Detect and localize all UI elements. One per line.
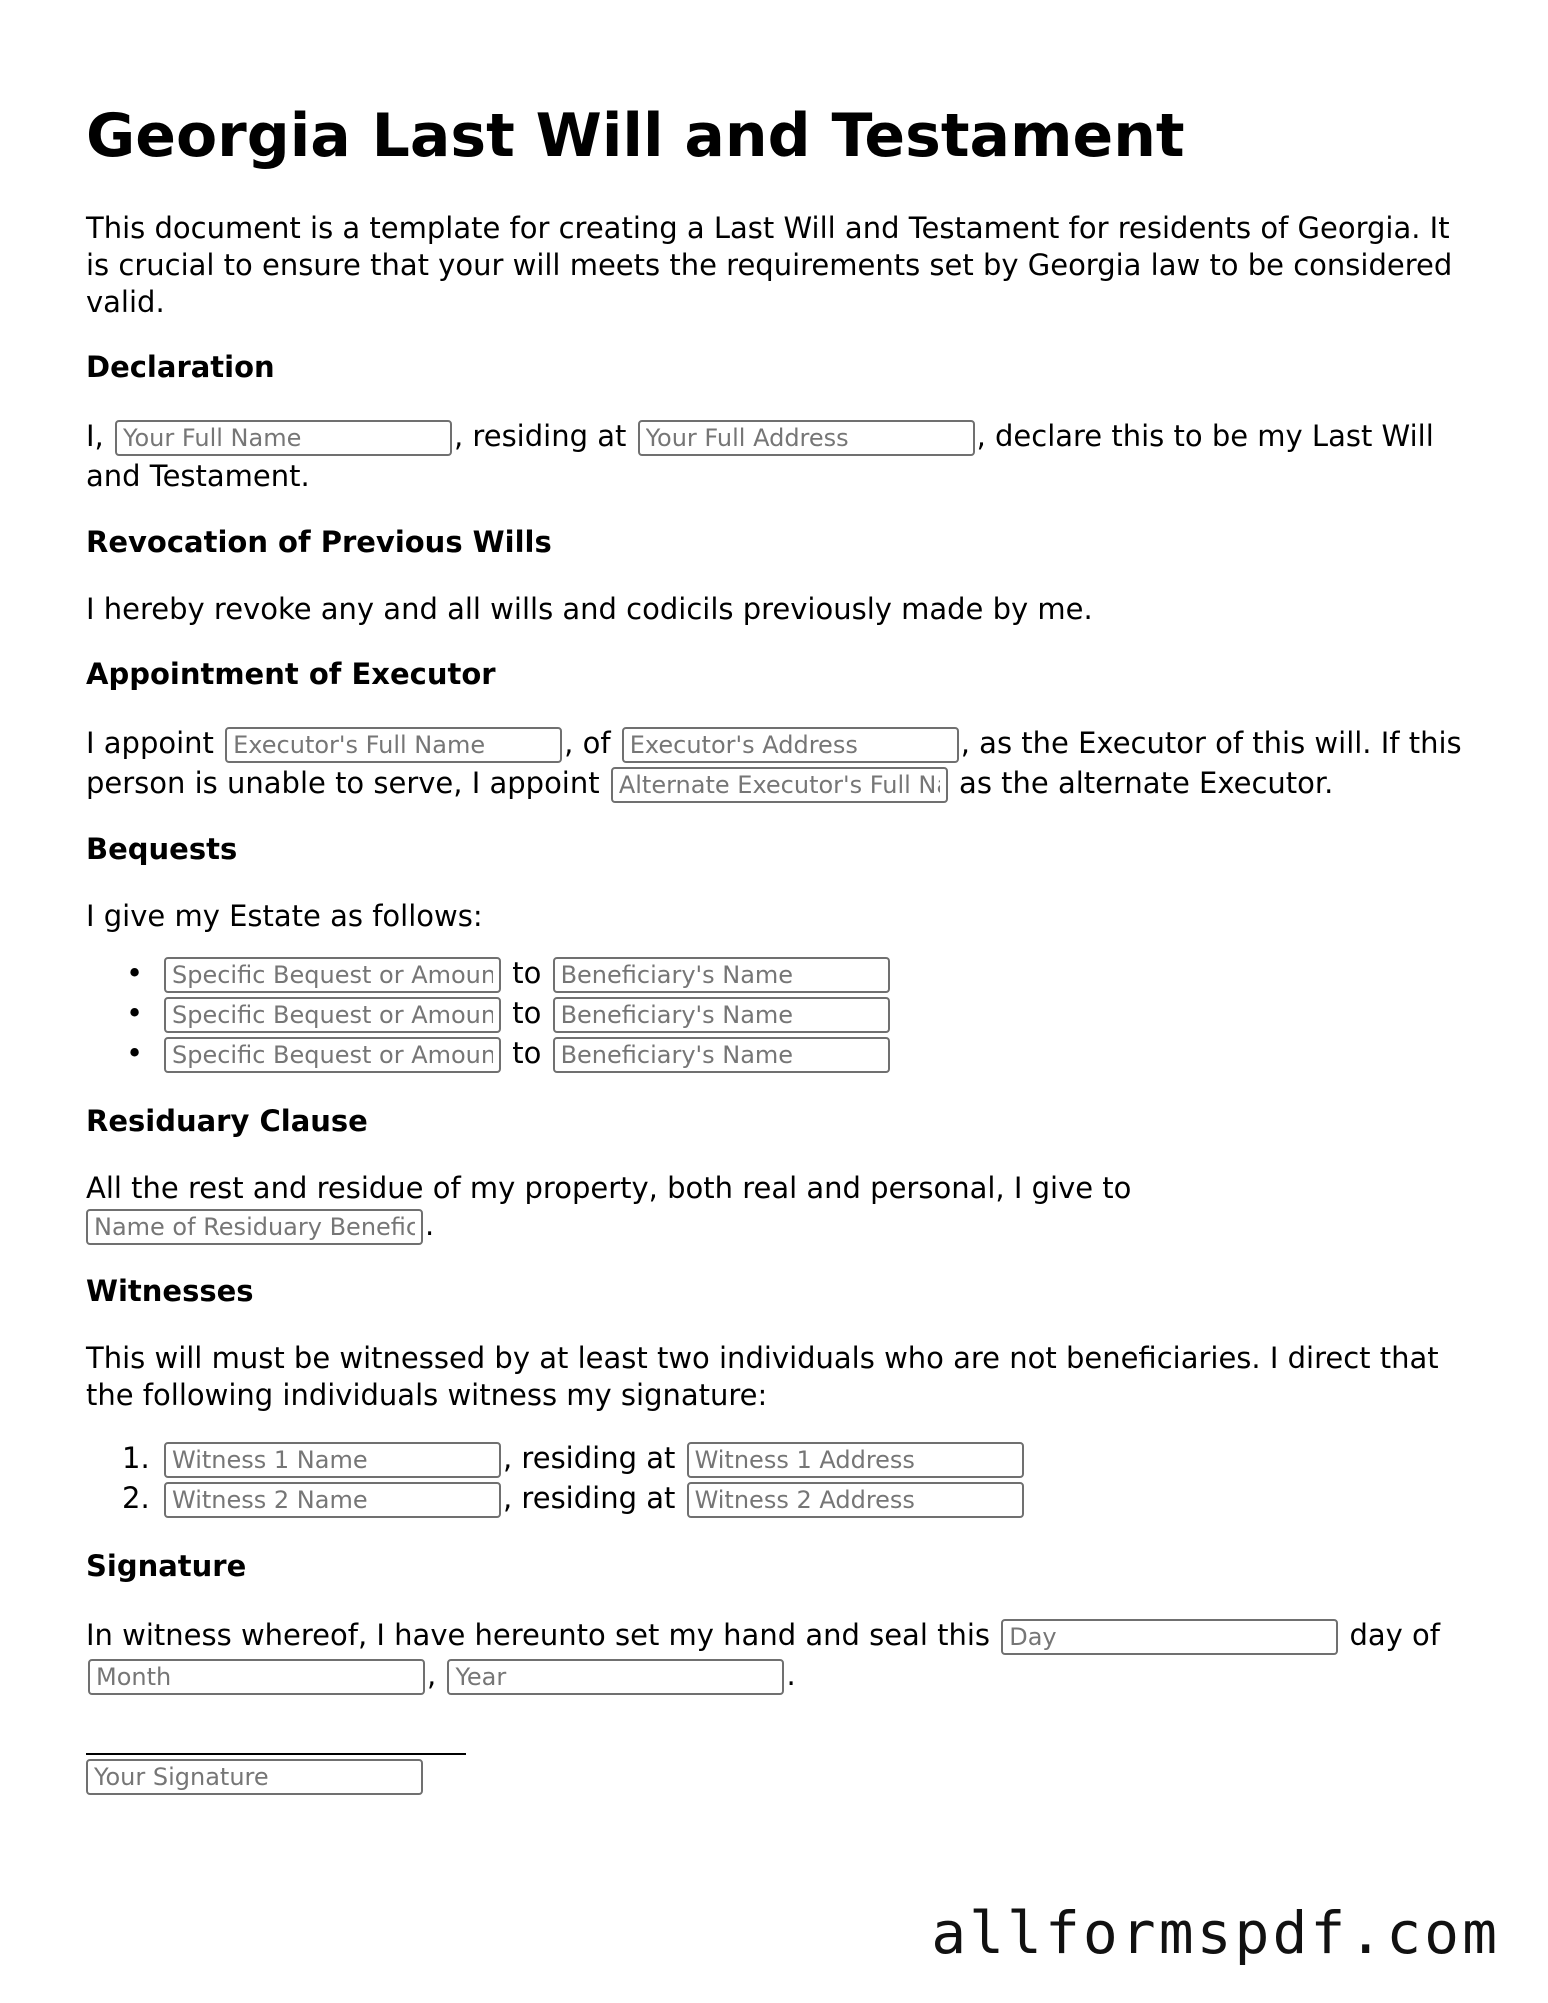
full-name-input[interactable] [115,420,452,456]
beneficiary-input[interactable] [553,997,890,1033]
signature-line [86,1753,466,1755]
witness-connector: , residing at [503,1481,685,1515]
bequest-input[interactable] [164,997,501,1033]
bequest-item [126,953,1466,993]
page-title: Georgia Last Will and Testament [86,101,1185,171]
executor-text-3: , as the Executor of this will. If this person is unable to serve, I appoint [86,726,1462,800]
witness-address-input[interactable] [687,1482,1024,1518]
signature-heading: Signature [86,1549,247,1583]
executor-heading: Appointment of Executor [86,657,496,691]
executor-text-4: as the alternate Executor. [949,766,1334,800]
witnesses-heading: Witnesses [86,1274,254,1308]
beneficiary-input[interactable] [553,1037,890,1073]
bullet-icon: • [126,956,144,990]
declaration-text-3: , declare this to be my Last Will and Testament. [86,419,1434,493]
executor-text [86,723,1466,803]
bequest-input[interactable] [164,957,501,993]
signature-text-1: In witness whereof, I have hereunto set my hand and seal this [86,1618,1000,1652]
bequests-heading: Bequests [86,832,238,866]
residuary-text-1: All the rest and residue of my property, both real and personal, I give to [86,1171,1132,1205]
declaration-heading: Declaration [86,350,275,384]
year-input[interactable] [447,1659,784,1695]
witness-name-input[interactable] [164,1482,501,1518]
witness-number: 1. [122,1441,150,1475]
signature-text-4: . [786,1658,796,1692]
residuary-text-2: . [425,1208,435,1242]
witnesses-text: This will must be witnessed by at least two individuals who are not beneficiaries. I direct that the following individuals witness my signature: [86,1341,1439,1412]
beneficiary-input[interactable] [553,957,890,993]
bullet-icon: • [126,996,144,1030]
will-form [86,100,1466,1795]
signature-text-2: day of [1340,1618,1440,1652]
day-input[interactable] [1001,1619,1338,1655]
signature-text-3: , [427,1658,446,1692]
watermark: allformspdf.com [931,1899,1500,1967]
executor-text-2: , of [564,726,620,760]
residuary-text [86,1170,1186,1245]
alternate-executor-input[interactable] [611,767,948,803]
witness-name-input[interactable] [164,1442,501,1478]
bequest-input[interactable] [164,1037,501,1073]
declaration-text-2: , residing at [454,419,636,453]
signature-input[interactable] [86,1759,423,1795]
month-input[interactable] [88,1659,425,1695]
witness-connector: , residing at [503,1441,685,1475]
witness-address-input[interactable] [687,1442,1024,1478]
revocation-heading: Revocation of Previous Wills [86,525,552,559]
bullet-icon: • [126,1036,144,1070]
witness-list [86,1438,1466,1518]
full-address-input[interactable] [638,420,975,456]
residuary-heading: Residuary Clause [86,1104,368,1138]
bequest-item [126,1033,1466,1073]
bequest-connector: to [503,996,551,1030]
declaration-text [86,416,1466,496]
bequests-intro: I give my Estate as follows: [86,899,483,933]
signature-text [86,1615,1466,1695]
witness-number: 2. [122,1481,150,1515]
witness-item [122,1438,1466,1478]
bequest-connector: to [503,1036,551,1070]
residuary-beneficiary-input[interactable] [86,1209,423,1245]
witness-item [122,1478,1466,1518]
executor-text-1: I appoint [86,726,224,760]
executor-address-input[interactable] [622,727,959,763]
bequest-item [126,993,1466,1033]
declaration-text-1: I, [86,419,113,453]
bequest-connector: to [503,956,551,990]
revocation-text: I hereby revoke any and all wills and codicils previously made by me. [86,592,1093,626]
bequest-list [86,953,1466,1073]
intro-text: This document is a template for creating a Last Will and Testament for residents of Georgia. It is crucial to ensure that your will meets the requirements set by Georgia law to be considered valid. [86,211,1453,319]
executor-name-input[interactable] [225,727,562,763]
